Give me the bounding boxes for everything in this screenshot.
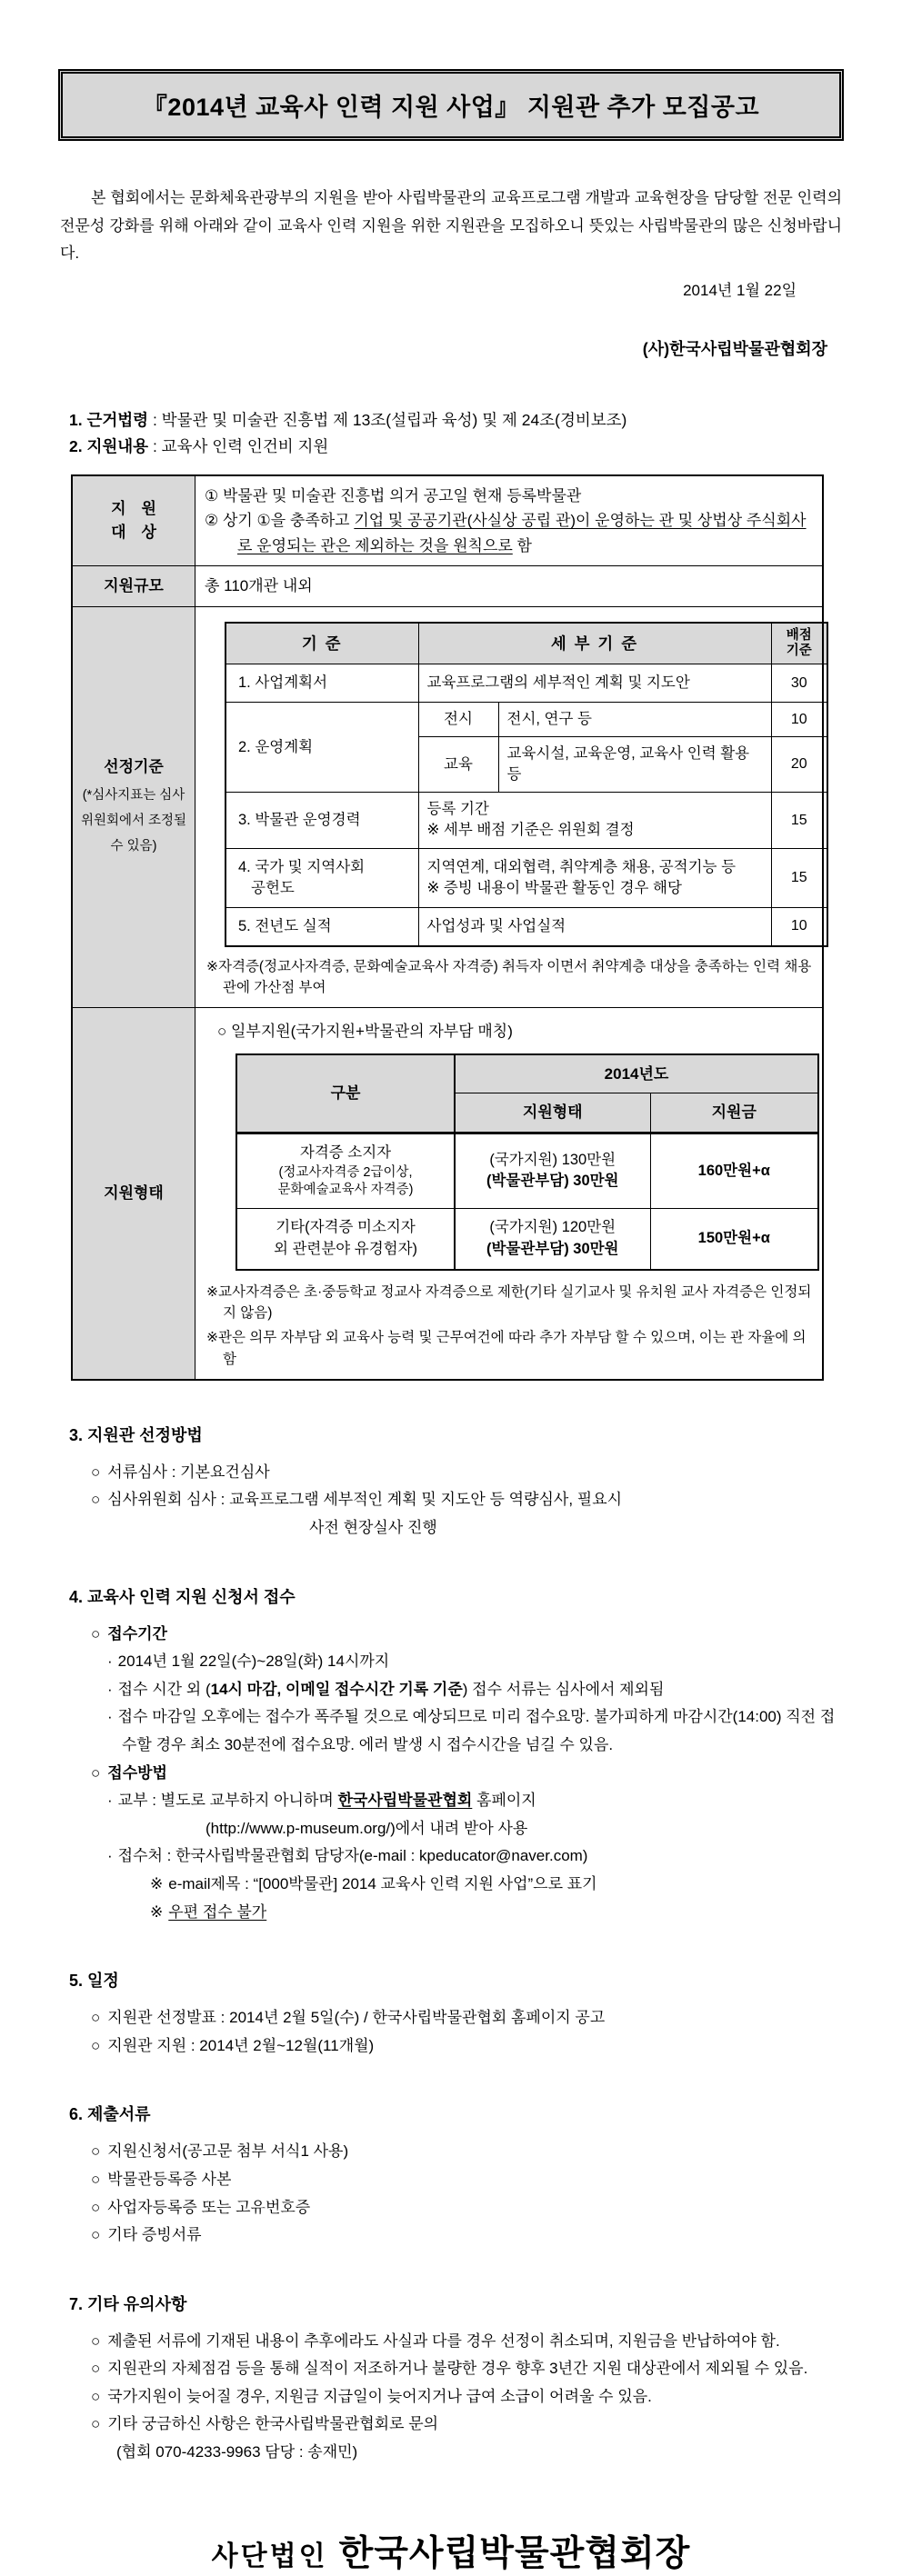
form-2-amount: 150만원+α [650,1208,818,1269]
reference-mark: ※ [206,1283,218,1300]
criteria-4-name-line2: 공헌도 [251,879,295,896]
separator: : [148,436,162,455]
list-item-text: 접수 마감일 오후에는 접수가 폭주될 것으로 예상되므로 미리 접수요망. 불가피하게 마감시간(14:00) 직전 접수할 경우 최소 30분전에 접수요망. 에러 발생 시 접수시간을 넘길 수 있음. [117,1708,836,1753]
page-title: 『2014년 교육사 인력 지원 사업』 지원관 추가 모집공고 [142,94,760,121]
list-item-continuation: 사전 현장실사 진행 [309,1519,437,1537]
list-item-text: 홈페이지 [472,1792,536,1810]
scale-row [72,566,823,607]
form-2-type [455,1208,650,1269]
section-documents [69,2102,844,2249]
form-row-1 [236,1133,818,1208]
form-1-name-line2: (정교사자격증 2급이상, [278,1164,413,1180]
list-item-text: ) 접수 서류는 심사에서 제외됨 [462,1680,665,1698]
list-item-text: 교부 : 별도로 교부하지 아니하며 [117,1792,338,1810]
circle-bullet-icon: ○ [91,2198,101,2216]
list-item-text: 지원관 선정발표 : 2014년 2월 5일(수) / 한국사립박물관협회 홈페이지 공고 [107,2009,606,2027]
criteria-row [72,606,823,1008]
support-content-line [69,434,844,460]
section-5-title: 5. 일정 [69,1972,119,1991]
dot-bullet-icon: · [107,1708,113,1726]
form-col-amount: 지원금 [650,1093,818,1133]
list-item-text: 접수 시간 외 ( [117,1680,211,1698]
form-content-cell [195,1008,824,1380]
legal-basis-line [69,407,844,434]
score-header-line1: 배점 [786,628,812,644]
form-2-name-line1: 기타(자격증 미소지자 [276,1218,416,1235]
criteria-col-standard: 기 준 [226,623,418,664]
criteria-table [225,622,828,947]
criteria-4-detail-line2: ※ 증빙 내용이 박물관 활동인 경우 해당 [426,879,682,896]
no-mail-note: 우편 접수 불가 [168,1902,267,1921]
criteria-4-score: 15 [771,848,827,907]
criteria-2-sub1-label: 전시 [418,703,498,737]
list-item [91,1486,844,1514]
target-item-2 [205,508,813,558]
criteria-footnote-text: 자격증(정교사자격증, 문화예술교육사 자격증) 취득자 이면서 취약계층 대상을 충족하는 인력 채용관에 가산점 부여 [218,958,812,996]
section-other-notes [69,2291,844,2467]
method-header-text: 접수방법 [107,1763,167,1782]
criteria-3-detail-line2: ※ 세부 배점 기준은 위원회 결정 [426,822,635,839]
target-content-cell [195,475,824,566]
criteria-row-4 [226,848,827,907]
download-url-line: (http://www.p-museum.org/)에서 내려 받아 사용 [205,1819,528,1837]
list-item-text: 제출된 서류에 기재된 내용이 추후에라도 사실과 다를 경우 선정이 취소되며, 지원금을 반납하여야 함. [107,2331,780,2350]
form-footnote-2-text: 관은 의무 자부담 외 교육사 능력 및 근무여건에 따라 추가 자부담 할 수 있으며, 이는 관 자율에 의함 [218,1330,807,1367]
target-item-2-underlined: 기업 및 공공기관(사실상 공립 관)이 운영하는 관 및 상법상 주식회사로 운영되는 관은 제외하는 것을 원칙으로 [237,512,807,554]
form-2-type-line1: (국가지원) 120만원 [489,1218,616,1235]
circle-bullet-icon: ○ [91,2387,101,2405]
circle-bullet-icon: ○ [91,2360,101,2378]
email-subject-note: e-mail제목 : “[000박물관] 2014 교육사 인력 지원 사업”으로 표기 [168,1874,597,1892]
criteria-5-score: 10 [771,907,827,946]
list-item [91,2355,844,2383]
form-row-2 [236,1208,818,1269]
form-bullet: ○ 일부지원(국가지원+박물관의 자부담 매칭) [217,1023,513,1041]
circle-bullet-icon: ○ [91,2226,101,2244]
list-item-text: 2014년 1월 22일(수)~28일(화) 14시까지 [117,1652,390,1671]
list-item-text: 서류심사 : 기본요건심사 [107,1463,270,1481]
submission-email-line: 접수처 : 한국사립박물관협회 담당자(e-mail : kpeducator@naver.com) [117,1847,588,1865]
criteria-5-detail: 사업성과 및 사업실적 [418,907,771,946]
form-1-name-line1: 자격증 소지자 [299,1143,392,1161]
list-item-text: 지원관의 자체점검 등을 통해 실적이 저조하거나 불량한 경우 향후 3년간 지원 대상관에서 제외될 수 있음. [107,2360,808,2378]
list-item [107,1703,844,1759]
criteria-col-detail: 세 부 기 준 [418,623,771,664]
section-selection-method [69,1423,844,1543]
dot-bullet-icon: · [107,1680,113,1698]
section-4-title: 4. 교육사 인력 지원 신청서 접수 [69,1587,296,1606]
criteria-5-name: 5. 전년도 실적 [226,907,418,946]
criteria-3-name: 3. 박물관 운영경력 [226,793,418,848]
form-col-year: 2014년도 [455,1054,818,1093]
criteria-2-sub2-label: 교육 [418,737,498,793]
list-item [91,2328,844,2356]
section-2-label: 2. 지원내용 [69,436,149,455]
separator: : [148,410,162,429]
criteria-4-detail-line1: 지역연계, 대외협력, 취약계층 채용, 공적기능 등 [426,858,737,875]
criteria-row-1 [226,664,827,703]
section-3-title: 3. 지원관 선정방법 [69,1425,203,1444]
list-item-text: 기타 궁금하신 사항은 한국사립박물관협회로 문의 [107,2415,439,2433]
section-2-text: 교육사 인력 인건비 지원 [161,436,329,455]
form-1-amount: 160만원+α [650,1133,818,1208]
circle-bullet-icon: ○ [91,1624,101,1642]
list-item-text: 기타 증빙서류 [107,2226,202,2244]
target-item-2-prefix: ② 상기 ①을 충족하고 [205,512,355,530]
form-2-name [236,1208,455,1269]
support-overview-table [71,474,824,1381]
form-header-cell: 지원형태 [72,1008,195,1380]
criteria-note: (*심사지표는 심사위원회에서 조정될 수 있음) [80,788,187,854]
dot-bullet-icon: · [107,1652,113,1671]
section-schedule [69,1968,844,2060]
form-footnote-1 [206,1282,813,1324]
circle-bullet-icon: ○ [91,2331,101,2350]
list-item [91,2194,844,2222]
signer-line: (사)한국사립박물관협회장 [642,339,827,358]
criteria-row-3 [226,793,827,848]
target-header-cell [72,475,195,566]
section-application [69,1584,844,1927]
form-1-name-line3: 문화예술교육사 자격증) [277,1183,414,1198]
criteria-footnote [206,956,813,999]
list-item [150,1899,844,1927]
deadline-emphasis: 14시 마감, 이메일 접수시간 기록 기준 [210,1680,463,1698]
form-1-name [236,1133,455,1208]
list-item [107,1787,844,1815]
target-item-2-tail: 함 [512,536,532,554]
form-2-type-line2: (박물관부담) 30만원 [486,1240,619,1257]
scale-header-cell: 지원규모 [72,566,195,607]
list-item-text: 지원신청서(공고문 첨부 서식1 사용) [107,2142,349,2161]
target-label-line2: 대 상 [111,523,156,541]
criteria-header-row [226,623,827,664]
criteria-2-sub2-score: 20 [771,737,827,793]
criteria-2-name: 2. 운영계획 [226,703,418,793]
section-1-label: 1. 근거법령 [69,410,149,429]
support-form-table [236,1053,819,1271]
form-footnote-2 [206,1327,813,1370]
list-item [150,1871,844,1899]
title-box [58,69,844,141]
circle-bullet-icon: ○ [91,1463,101,1481]
criteria-1-detail: 교육프로그램의 세부적인 계획 및 지도안 [418,664,771,703]
list-item [91,2032,844,2061]
criteria-content-cell [195,606,824,1008]
criteria-2-sub2-detail: 교육시설, 교육운영, 교육사 인력 활용 등 [498,737,771,793]
criteria-header-cell [72,606,195,1008]
form-footnote-1-text: 교사자격증은 초·중등학교 정교사 자격증으로 제한(기타 실기교사 및 유치원 교사 자격증은 인정되지 않음) [218,1283,812,1322]
list-item-text: 국가지원이 늦어질 경우, 지원금 지급일이 늦어지거나 급여 소급이 어려울 수 있음. [107,2387,652,2405]
section-6-title: 6. 제출서류 [69,2105,151,2124]
target-item-1: ① 박물관 및 미술관 진흥법 의거 공고일 현재 등록박물관 [205,486,582,504]
circle-bullet-icon: ○ [91,2142,101,2161]
criteria-row-2a [226,703,827,737]
list-item [107,1842,844,1871]
form-col-type: 지원형태 [455,1093,650,1133]
form-row [72,1008,823,1380]
criteria-label: 선정기준 [104,757,164,775]
list-item [91,1459,844,1487]
dot-bullet-icon: · [107,1847,113,1865]
criteria-col-score [771,623,827,664]
form-1-type-line1: (국가지원) 130만원 [489,1151,616,1168]
score-header-line2: 기준 [786,643,812,658]
contact-phone-line: (협회 070-4233-9963 담당 : 송재민) [116,2443,358,2461]
criteria-3-score: 15 [771,793,827,848]
list-item [91,2222,844,2250]
list-item-text: 박물관등록증 사본 [107,2170,232,2188]
criteria-4-detail [418,848,771,907]
list-item-text: 사업자등록증 또는 고유번호증 [107,2198,311,2216]
reference-mark: ※ [150,1902,164,1921]
list-item [91,2383,844,2411]
list-item [91,2166,844,2194]
circle-bullet-icon: ○ [91,1763,101,1782]
form-header-row-1 [236,1054,818,1093]
list-item-text: 지원관 지원 : 2014년 2월~12월(11개월) [107,2036,375,2054]
criteria-3-detail-line1: 등록 기간 [426,801,489,818]
criteria-1-score: 30 [771,664,827,703]
criteria-4-name-line1: 4. 국가 및 지역사회 [238,858,366,875]
section-7-title: 7. 기타 유의사항 [69,2294,187,2313]
circle-bullet-icon: ○ [91,2415,101,2433]
list-item [107,1676,844,1704]
circle-bullet-icon: ○ [91,2009,101,2027]
dot-bullet-icon: · [107,1792,113,1810]
list-item [107,1648,844,1676]
criteria-3-detail [418,793,771,848]
list-item [91,2004,844,2032]
target-row [72,475,823,566]
circle-bullet-icon: ○ [91,2036,101,2054]
target-label-line1: 지 원 [111,500,156,518]
circle-bullet-icon: ○ [91,1491,101,1509]
footer-org-type: 사단법인 [211,2541,328,2571]
intro-paragraph: 본 협회에서는 문화체육관광부의 지원을 받아 사립박물관의 교육프로그램 개발과 교육현장을 담당할 전문 인력의 전문성 강화를 위해 아래와 같이 교육사 인력 지원을 위한 지원관을 모집하오니 뜻있는 사립박물관의 많은 신청바랍니다. [60,189,842,263]
criteria-row-5 [226,907,827,946]
section-legal-basis [69,407,844,460]
section-1-text: 박물관 및 미술관 진흥법 제 13조(설립과 육성) 및 제 24조(경비보조) [161,410,627,429]
criteria-1-name: 1. 사업계획서 [226,664,418,703]
footer-org-title: 한국사립박물관협회장 [338,2533,691,2573]
reference-mark: ※ [206,1330,218,1346]
list-item [91,1621,844,1649]
list-item [91,2138,844,2166]
criteria-4-name [226,848,418,907]
criteria-2-sub1-score: 10 [771,703,827,737]
form-1-type [455,1133,650,1208]
form-2-name-line2: 외 관련분야 유경험자) [273,1240,418,1257]
form-col-group: 구분 [236,1054,455,1133]
reference-mark: ※ [150,1874,164,1892]
announcement-date: 2014년 1월 22일 [683,281,797,299]
period-header-text: 접수기간 [107,1624,167,1642]
form-1-type-line2: (박물관부담) 30만원 [486,1173,619,1190]
criteria-2-sub1-detail: 전시, 연구 등 [498,703,771,737]
circle-bullet-icon: ○ [91,2170,101,2188]
list-item [91,2411,844,2439]
list-item [91,1760,844,1788]
footer-signature [58,2525,844,2576]
reference-mark: ※ [206,958,218,974]
list-item-text: 심사위원회 심사 : 교육프로그램 세부적인 계획 및 지도안 등 역량심사, 필요시 [107,1491,623,1509]
association-emphasis: 한국사립박물관협회 [337,1792,473,1810]
scale-content-cell: 총 110개관 내외 [195,566,824,607]
